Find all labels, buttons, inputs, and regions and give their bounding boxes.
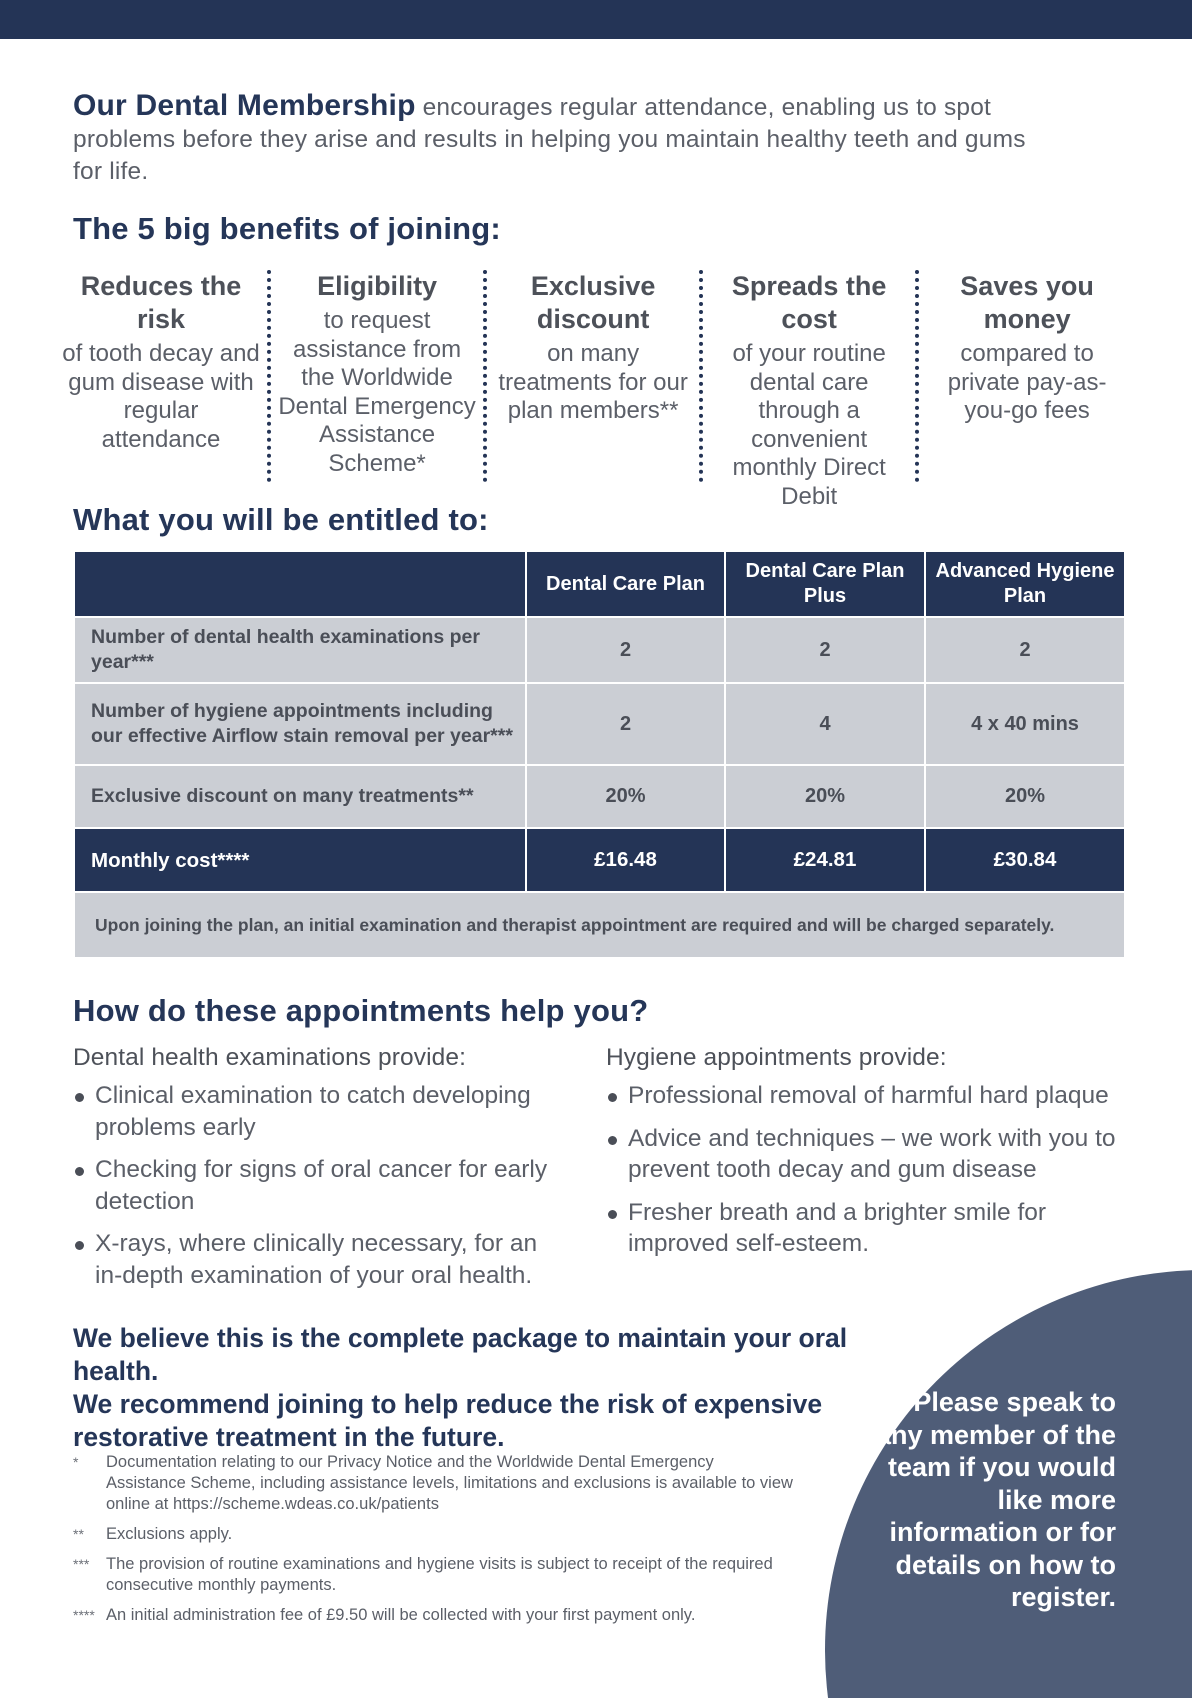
cell-value: 2 [925,617,1125,683]
footnote-mark: *** [73,1556,90,1572]
cell-value: 4 [725,683,925,765]
list-item: Checking for signs of oral cancer for early detection [73,1154,563,1217]
bullet-icon [75,1167,84,1176]
benefit-spreads-cost [703,270,919,510]
row-label: Exclusive discount on many treatments** [74,765,526,828]
benefit-title: Exclusive discount [530,271,656,334]
benefit-description: of your routine dental care through a convenient monthly Direct Debit [732,340,886,510]
list-item: Fresher breath and a brighter smile for improved self-esteem. [606,1197,1146,1260]
bullet-icon [75,1093,84,1102]
closing-line-1: We believe this is the complete package to maintain your oral health. [73,1323,848,1386]
exams-subheading: Dental health examinations provide: [73,1044,467,1071]
footnote-mark: ** [73,1526,84,1542]
benefit-reduces-risk [55,270,271,482]
exams-column [73,1044,563,1302]
benefits-heading: The 5 big benefits of joining: [73,211,501,246]
footnote-text: The provision of routine examinations and hygiene visits is subject to receipt of the required consecutive monthly payments. [106,1555,773,1594]
benefit-description: to request assistance from the Worldwide Dental Emergency Assistance Scheme* [278,307,476,477]
list-item: Professional removal of harmful hard plaque [606,1080,1146,1112]
bullet-icon [608,1136,617,1145]
benefits-row [55,270,1135,510]
header-empty [74,551,526,617]
help-heading: How do these appointments help you? [73,993,649,1028]
intro-body: encourages regular attendance, enabling us to spot problems before they arise and results in helping you maintain healthy teeth and gums for life. [73,94,1026,185]
benefit-title: Eligibility [317,271,438,301]
list-item: X-rays, where clinically necessary, for an in-depth examination of your oral health. [73,1228,563,1291]
price-dental-care-plan: £16.48 [526,828,725,892]
benefit-description: on many treatments for our plan members** [498,340,688,424]
intro-lead: Our Dental Membership [73,89,416,122]
bullet-icon [75,1241,84,1250]
callout-text: Please speak to any member of the team if you would like more information or for details on how to register. [875,1387,1116,1612]
footnote [73,1452,793,1515]
footnote [73,1554,793,1596]
table-row [74,765,1125,828]
intro-paragraph [73,90,1053,188]
plans-table [73,550,1126,959]
list-item: Clinical examination to catch developing problems early [73,1080,563,1143]
price-dental-care-plan-plus: £24.81 [725,828,925,892]
bullet-icon [608,1210,617,1219]
benefit-eligibility [271,270,487,482]
benefit-title: Spreads the cost [731,271,887,334]
cell-value: 20% [925,765,1125,828]
hygiene-subheading: Hygiene appointments provide: [606,1044,947,1071]
benefit-title: Reduces the risk [80,271,242,334]
header-advanced-hygiene-plan: Advanced Hygiene Plan [925,551,1125,617]
footnote-mark: * [73,1454,79,1470]
row-label: Monthly cost**** [74,828,526,892]
closing-line-2: We recommend joining to help reduce the risk of expensive restorative treatment in the future. [73,1389,823,1452]
closing-statement [73,1322,893,1454]
table-header-row [74,551,1125,617]
hygiene-list [606,1080,1146,1260]
monthly-cost-row [74,828,1125,892]
footnote [73,1605,793,1626]
table-note: Upon joining the plan, an initial examination and therapist appointment are required and will be charged separately. [74,892,1125,958]
footnote-text: Documentation relating to our Privacy Notice and the Worldwide Dental Emergency Assistance Scheme, including assistance levels, limitations and exclusions is available to view online at https://scheme.wdeas.co.uk/patients [106,1453,793,1513]
top-banner [0,0,1192,39]
cell-value: 20% [526,765,725,828]
cell-value: 2 [526,683,725,765]
cell-value: 4 x 40 mins [925,683,1125,765]
row-label: Number of hygiene appointments including our effective Airflow stain removal per year*** [74,683,526,765]
benefit-exclusive-discount [487,270,703,482]
entitled-heading: What you will be entitled to: [73,502,489,537]
cell-value: 2 [526,617,725,683]
footnotes [73,1452,793,1635]
header-dental-care-plan: Dental Care Plan [526,551,725,617]
exams-list [73,1080,563,1291]
benefit-description: of tooth decay and gum disease with regular attendance [62,340,260,453]
hygiene-column [606,1044,1146,1271]
header-dental-care-plan-plus: Dental Care Plan Plus [725,551,925,617]
benefit-title: Saves you money [960,271,1094,334]
footnote-text: Exclusions apply. [106,1525,233,1543]
row-label: Number of dental health examinations per year*** [74,617,526,683]
footnote-text: An initial administration fee of £9.50 will be collected with your first payment only. [106,1606,696,1624]
table-row [74,617,1125,683]
footnote [73,1524,793,1545]
price-advanced-hygiene-plan: £30.84 [925,828,1125,892]
bullet-icon [608,1093,617,1102]
cell-value: 2 [725,617,925,683]
list-item: Advice and techniques – we work with you to prevent tooth decay and gum disease [606,1123,1146,1186]
benefit-saves-money [919,270,1135,482]
table-row [74,683,1125,765]
footnote-mark: **** [73,1607,95,1623]
benefit-description: compared to private pay-as-you-go fees [947,340,1107,424]
table-note-row [74,892,1125,958]
cell-value: 20% [725,765,925,828]
